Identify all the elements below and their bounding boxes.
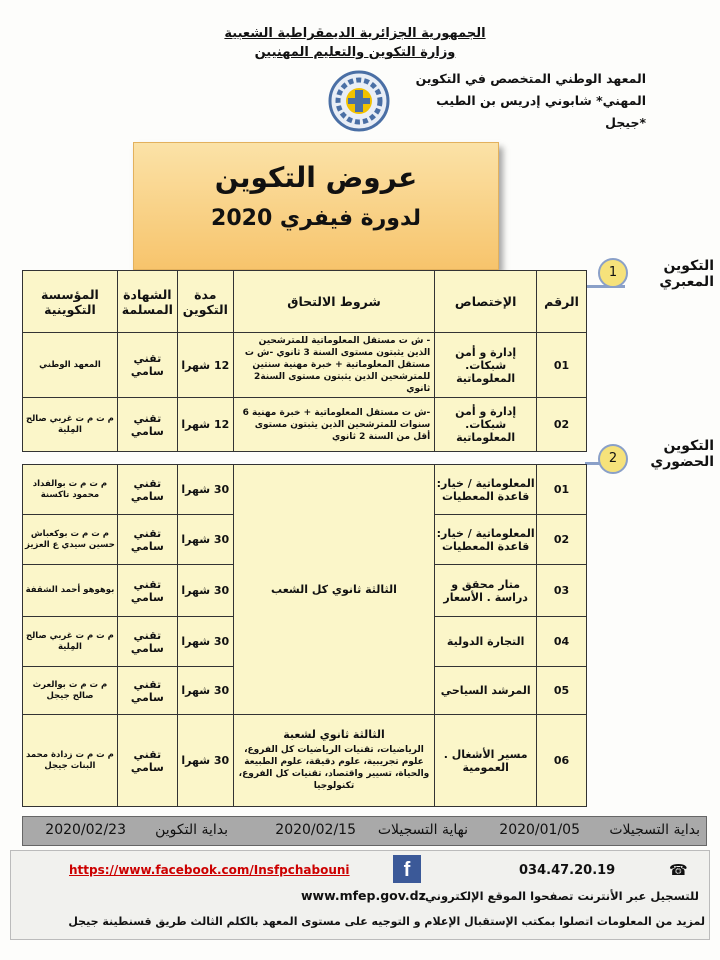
- table-header-row: [23, 271, 587, 333]
- institute-logo-icon: [328, 70, 390, 132]
- row-specialty: متار محقق و دراسة . الأسعار: [435, 565, 537, 617]
- more-info-text: لمزيد من المعلومات اتصلوا بمكتب الإستقبال الإعلام و التوجيه على مستوى المعهد بالكلم الثالث طريق قسنطينة جيجل: [68, 915, 705, 928]
- training-start-date: 2020/02/23: [45, 822, 126, 838]
- row-certificate: تقني سامي: [117, 617, 177, 667]
- row-certificate: تقني سامي: [117, 515, 177, 565]
- row-number: 06: [537, 715, 587, 807]
- row-certificate: تقني سامي: [117, 565, 177, 617]
- row-number: 01: [537, 465, 587, 515]
- row-institution: م ت م ت غربي صالح المِلية: [23, 617, 118, 667]
- ministry-name: وزارة التكوين والتعليم المهنيين: [254, 45, 456, 60]
- conditions-group-2-body: الرياضيات، تقنيات الرياضيات كل الفروع، علوم تجريبية، علوم دقيقة، علوم الطبيعة والحياة، تسيير واقتصاد، تقنيات كل الفروع، تكنولوجيا: [238, 745, 430, 791]
- phone-number: 034.47.20.19: [519, 863, 616, 878]
- row-number: 04: [537, 617, 587, 667]
- row-certificate: تقني سامي: [117, 667, 177, 715]
- row-conditions: - ش ت مستقل المعلوماتية للمترشحين الذين يثبتون مستوى السنة 3 ثانوي -ش ت مستقل المعلوماتية + خبرة مهنية سنتين للمترشحين الذين يثبتون مستوى السنة2 ثانوي: [233, 333, 434, 398]
- row-institution: م ت م ت بوكعباش حسين سيدي ع العزيز: [23, 515, 118, 565]
- row-number: 05: [537, 667, 587, 715]
- header-conditions: شروط الالتحاق: [233, 271, 434, 333]
- row-certificate: تقني سامي: [117, 398, 177, 452]
- row-number: 02: [537, 398, 587, 452]
- row-duration: 12 شهرا: [177, 398, 233, 452]
- row-duration: 30 شهرا: [177, 667, 233, 715]
- row-specialty: مسير الأشغال . العمومية: [435, 715, 537, 807]
- row-specialty: إدارة و أمن شبكات. المعلوماتية: [435, 333, 537, 398]
- row-number: 01: [537, 333, 587, 398]
- row-specialty: إدارة و أمن شبكات. المعلوماتية: [435, 398, 537, 452]
- row-institution: م ت م ت بوالفداد محمود تاكسنة: [23, 465, 118, 515]
- row-duration: 30 شهرا: [177, 465, 233, 515]
- dates-bar: [22, 816, 707, 846]
- row-certificate: تقني سامي: [117, 465, 177, 515]
- row-duration: 12 شهرا: [177, 333, 233, 398]
- section-2-badge: 2: [598, 444, 628, 474]
- phone-icon: ☎: [669, 861, 688, 879]
- facebook-icon[interactable]: f: [393, 855, 421, 883]
- row-institution: م ت م ت بوالعرث صالح جيجل: [23, 667, 118, 715]
- conditions-group-1: الثالثة ثانوي كل الشعب: [233, 465, 435, 715]
- header-certificate: الشهادة المسلمة: [117, 271, 177, 333]
- sub-title: لدورة فيفري 2020: [211, 206, 421, 231]
- table-row: [23, 465, 587, 515]
- registration-start-date: 2020/01/05: [499, 822, 580, 838]
- row-certificate: تقني سامي: [117, 715, 177, 807]
- presential-training-table: [22, 464, 587, 807]
- row-specialty: المعلوماتية / خيار: قاعدة المعطيات: [435, 515, 537, 565]
- row-specialty: المعلوماتية / خيار: قاعدة المعطيات: [435, 465, 537, 515]
- facebook-link[interactable]: https://www.facebook.com/Insfpchabouni: [69, 863, 350, 877]
- website-link[interactable]: www.mfep.gov.dz: [301, 888, 426, 903]
- row-number: 02: [537, 515, 587, 565]
- institute-line-2: المهني* شابوني إدريس بن الطيب *جيجل: [436, 93, 646, 130]
- republic-name: الجمهورية الجزائرية الديمقراطية الشعبية: [224, 26, 486, 41]
- row-certificate: تقني سامي: [117, 333, 177, 398]
- section-1-badge: 1: [598, 258, 628, 288]
- institute-name: [400, 68, 646, 134]
- registration-start-label: بداية التسجيلات: [609, 822, 700, 838]
- row-duration: 30 شهرا: [177, 515, 233, 565]
- row-institution: م ت م ت غربي صالح المِلية: [23, 398, 118, 452]
- row-institution: المعهد الوطني: [23, 333, 118, 398]
- main-title: عروض التكوين: [214, 161, 418, 194]
- row-duration: 30 شهرا: [177, 715, 233, 807]
- header-number: الرقم: [537, 271, 587, 333]
- website-label: للتسجيل عبر الأنترنت تصفحوا الموقع الإلكتروني:: [420, 889, 699, 903]
- conditions-group-2-title: الثالثة ثانوي لشعبة: [283, 728, 385, 741]
- training-start-label: بداية التكوين: [155, 822, 228, 838]
- row-number: 03: [537, 565, 587, 617]
- conditions-group-2: [233, 715, 435, 807]
- title-box: [133, 142, 499, 270]
- registration-end-label: نهاية التسجيلات: [377, 822, 468, 838]
- contact-footer: [10, 850, 710, 940]
- table-row: [23, 715, 587, 807]
- row-specialty: التجارة الدولية: [435, 617, 537, 667]
- section-2-label: التكوين الحضوري: [650, 438, 714, 470]
- table-row: [23, 333, 587, 398]
- government-header: [160, 24, 550, 62]
- registration-end-date: 2020/02/15: [275, 822, 356, 838]
- row-duration: 30 شهرا: [177, 617, 233, 667]
- row-specialty: المرشد السياحي: [435, 667, 537, 715]
- distance-training-table: [22, 270, 587, 452]
- header-institution: المؤسسة التكوينية: [23, 271, 118, 333]
- header-duration: مدة التكوين: [177, 271, 233, 333]
- row-duration: 30 شهرا: [177, 565, 233, 617]
- header-specialty: الإختصاص: [435, 271, 537, 333]
- section-1-label: التكوين المعبري: [659, 258, 714, 290]
- row-institution: بوهوهو أحمد الشقفة: [23, 565, 118, 617]
- row-institution: م ت م ت زدادة محمد البنات جيجل: [23, 715, 118, 807]
- row-conditions: -ش ت مستقل المعلوماتية + خبرة مهنية 6 سنوات للمترشحين الذين يثبتون مستوى أقل من السنة 2 ثانوي: [233, 398, 434, 452]
- institute-line-1: المعهد الوطني المتخصص في التكوين: [415, 71, 646, 86]
- table-row: [23, 398, 587, 452]
